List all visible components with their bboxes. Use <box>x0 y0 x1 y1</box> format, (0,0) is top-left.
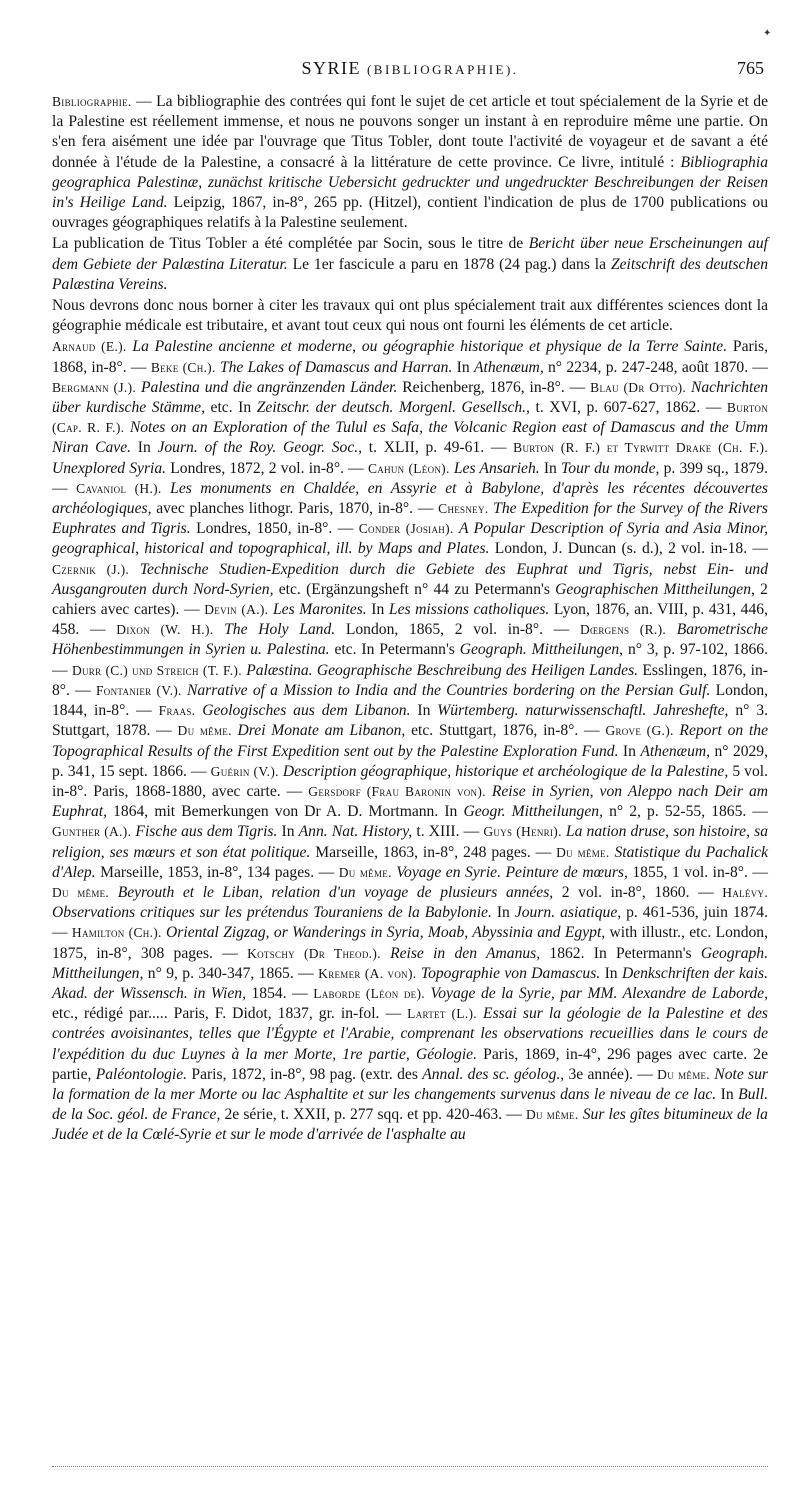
title-italic: La nation druse, son histoire, sa religion, ses mœurs et son état politique. <box>52 823 768 861</box>
title-italic: Paléontologie. <box>95 1065 188 1083</box>
body-text <box>52 92 768 1146</box>
text-run: 5 vol. in-8°. Paris, 1868-1880, avec carte. — <box>52 762 768 800</box>
text-run: In <box>410 702 438 720</box>
author-name: Hamilton (Ch.). <box>71 925 162 941</box>
title-italic: Voyage de la Syrie, par MM. Alexandre de Laborde, <box>430 984 768 1002</box>
title-italic: Bericht über neue Erscheinungen auf dem Gebiete der Palæstina Literatur. <box>52 235 768 273</box>
author-name: Du même. <box>657 1066 710 1082</box>
title-italic: Report on the Topographical Results of the First Expedition sent out by the Palestine Exploration Fund. <box>52 722 768 760</box>
author-name: Burton (Cap. R. F.). <box>52 400 769 436</box>
title-italic: Statistique du Pachalick d'Alep. <box>52 843 769 881</box>
text-run: 2 vol. in-8°, 1860. — <box>553 883 723 901</box>
author-name: Czernik (J.). <box>52 561 130 577</box>
text-run: etc. Stuttgart, 1876, in-8°. — <box>405 722 606 740</box>
author-name: Kremer (A. von). <box>318 965 417 981</box>
text-run: Le 1er fascicule a paru en 1878 (24 pag.) dans la <box>287 255 611 273</box>
title-italic: Drei Monate am Libanon, <box>237 722 406 740</box>
text-run: etc. In Petermann's <box>329 641 460 659</box>
author-name: Du même. <box>556 844 610 860</box>
title-italic: Tour du monde, <box>561 459 660 477</box>
title-italic: Les Ansarieh. <box>453 459 540 477</box>
text-run: Nous devrons donc nous borner à citer les travaux qui ont plus spécialement trait aux différentes sciences dont la géographie médicale est tributaire, et avant tout ceux qui nous ont fourni les éléments de cet article. <box>52 297 768 335</box>
author-name: Durr (C.) und Streich (T. F.). <box>71 662 242 678</box>
text-run: 2 cahiers avec cartes). — <box>52 580 768 619</box>
text-run: n° 3. Stuttgart, 1878. — <box>52 702 768 740</box>
author-name: Du même. <box>177 723 232 739</box>
title-italic: Essai sur la géologie de la Palestine et des contrées avoisinantes, telles que l'Égypte et l'Arabie, comprenant les observations recueillies dans le cours de l'expédition du duc Luynes à la mer Morte, 1re partie, Géologie. <box>52 1005 768 1063</box>
page-header <box>50 58 770 84</box>
text-run: n° 9, p. 340-347, 1865. — <box>143 964 319 982</box>
title-italic: Unexplored Syria. <box>52 459 167 477</box>
text-run: — La bibliographie des contrées qui font le sujet de cet article et tout spécialement de la Syrie et de la Palestine est réellement immense, et nous ne pouvons songer un instant à en reproduire même une partie. On s'en fera aisément une idée par l'ouvrage que Titus Tobler, dont toute l'activité de voyageur et de savant a été donnée à l'étude de la Palestine, a consacré à la littérature de cette province. Ce livre, intitulé : <box>52 93 768 171</box>
title-italic: Journ. asiatique, <box>514 904 622 922</box>
title-italic: Nachrichten über kurdische Stämme, <box>52 378 769 417</box>
author-name: Conder (Josiah). <box>358 521 454 537</box>
text-run: In <box>491 904 515 922</box>
text-run: Esslingen, 1876, in-8°. — <box>52 661 768 699</box>
title-italic: A Popular Description of Syria and Asia Minor, geographical, historical and topographical, ill. by Maps and Plates. <box>52 520 768 558</box>
title-italic: Zeitschrift des deutschen Palæstina Vereins. <box>52 255 768 293</box>
text-run: In <box>131 439 158 457</box>
text-run: 3e année). — <box>564 1065 658 1083</box>
author-name: Halévy. <box>722 884 768 900</box>
text-run: t. XVI, p. 607-627, 1862. — <box>529 399 727 417</box>
text-run: In <box>539 459 562 477</box>
text-run: Paris, 1868, in-8°. — <box>52 338 768 376</box>
title-italic: The Lakes of Damascus and Harran. <box>219 358 453 376</box>
running-head-subtitle: (BIBLIOGRAPHIE). <box>366 62 519 77</box>
text-run: avec planches lithogr. Paris, 1870, in-8°. — <box>151 500 439 518</box>
author-name: Devin (A.). <box>204 602 269 618</box>
author-name: Du même. <box>52 884 110 900</box>
title-italic: Voyage en Syrie. Peinture de mœurs, <box>396 863 628 881</box>
text-run: etc. In <box>205 399 257 417</box>
title-italic: Ann. Nat. History, <box>298 823 413 841</box>
text-run: Lyon, 1876, an. VIII, p. 431, 446, 458. — <box>52 601 768 639</box>
text-run: Reichenberg, 1876, in-8°. — <box>397 378 591 396</box>
author-name: Grove (G.). <box>605 723 674 739</box>
text-run: In <box>277 823 299 841</box>
text-run <box>381 945 390 962</box>
author-name: Fontanier (V.). <box>95 682 182 698</box>
text-run: In <box>600 964 622 982</box>
text-run <box>129 561 140 578</box>
text-run <box>109 884 118 901</box>
page-number: 765 <box>737 58 764 78</box>
title-italic: Reise in Syrien, von Aleppo nach Deir am Euphrat, <box>52 782 769 821</box>
title-italic: Geograph. Mittheilungen, <box>52 944 768 982</box>
text-run: t. XIII. — <box>412 823 484 841</box>
title-italic: Palæstina. Geographische Beschreibung des Heiligen Landes. <box>246 661 639 679</box>
author-name: Dixon (W. H.). <box>116 622 214 638</box>
author-name: Lartet (L.). <box>407 1006 477 1022</box>
paragraph-intro <box>52 92 768 233</box>
title-italic: Les Maronites. <box>272 601 367 619</box>
title-italic: Fische aus dem Tigris. <box>135 823 278 841</box>
title-italic: Reise in den Amanus, <box>390 944 541 962</box>
title-italic: Les monuments en Chaldée, en Assyrie et à Babylone, d'après les récentes découvertes archéologiques, <box>52 479 768 518</box>
text-run: n° 2029, p. 341, 15 sept. 1866. — <box>52 742 768 780</box>
title-italic: Geologisches aus dem Libanon. <box>202 702 411 720</box>
text-run <box>162 480 171 497</box>
text-run: 1854. — <box>245 984 314 1002</box>
paragraph-bibliography-list <box>52 337 768 1145</box>
text-run: In <box>716 1085 739 1103</box>
text-run: In <box>618 742 641 760</box>
author-name: Kotschy (Dr Theod.). <box>247 945 381 961</box>
text-run: 1862. In Petermann's <box>540 944 701 962</box>
author-name: Gersdorf (Frau Baronin von). <box>308 783 486 799</box>
author-name: Arnaud (E.). <box>52 339 127 355</box>
author-name: Cahun (Léon). <box>367 460 450 476</box>
title-italic: Beyrouth et le Liban, relation d'un voyage de plusieurs années, <box>117 883 554 901</box>
text-run: Leipzig, 1867, in-8°, 265 pp. (Hitzel), contient l'indication de plus de 1700 publications ou ouvrages géographiques relatifs à la Palestine seulement. <box>52 194 768 232</box>
author-name: Chesney. <box>438 501 489 517</box>
author-name: Cavaniol (H.). <box>76 480 162 496</box>
title-italic: Zeitschr. der deutsch. Morgenl. Gesellsch., <box>256 399 530 417</box>
text-run: In <box>452 358 474 376</box>
title-italic: Bibliographia geographica Palestinæ, zunächst kritische Uebersicht gedruckter und ungedruckter Beschreibungen der Reisen in's Heilige Land. <box>52 153 768 212</box>
title-italic: Barometrische Höhenbestimmungen in Syrien u. Palestina. <box>52 621 768 659</box>
text-run: n° 3, p. 97-102, 1866. — <box>52 641 768 679</box>
title-italic: Sur les gîtes bitumineux de la Judée et de la Cœlé-Syrie et sur le mode d'arrivée de l'asphalte au <box>52 1106 768 1144</box>
title-italic: Annal. des sc. géolog., <box>422 1065 565 1083</box>
text-run: 1864, mit Bemerkungen von Dr A. D. Mortmann. In <box>107 803 464 821</box>
text-run: Londres, 1850, in-8°. — <box>190 520 359 538</box>
text-run: La publication de Titus Tobler a été complétée par Socin, sous le titre de <box>52 235 529 253</box>
running-head-title: SYRIE <box>301 58 361 78</box>
title-italic: Note sur la formation de la mer Morte ou lac Asphaltite et sur les changements survenus dans le niveau de ce lac. <box>52 1065 768 1103</box>
text-run <box>666 621 677 638</box>
text-run: n° 2234, p. 247-248, août 1870. — <box>543 358 768 376</box>
title-italic: Athenæum, <box>473 358 544 376</box>
title-italic: Palestina und die angränzenden Länder. <box>140 378 398 396</box>
author-name: Laborde (Léon de). <box>313 985 425 1001</box>
text-run: t. XLII, p. 49-61. — <box>362 439 514 457</box>
text-run: p. 461-536, juin 1874. — <box>52 904 768 942</box>
author-name: Beke (Ch.). <box>150 359 216 375</box>
author-name: Bergmann (J.). <box>52 379 137 395</box>
text-run: London, 1865, 2 vol. in-8°. — <box>335 621 580 639</box>
author-name: Blau (Dr Otto). <box>590 379 687 395</box>
bottom-rule <box>52 1466 768 1467</box>
paragraph-scope <box>52 296 768 336</box>
text-run: etc. (Ergänzungsheft n° 44 zu Petermann's <box>273 580 556 598</box>
title-italic: Notes on an Exploration of the Tulul es Safa, the Volcanic Region east of Damascus and the Umm Niran Cave. <box>52 419 768 457</box>
title-italic: The Holy Land. <box>224 621 336 639</box>
corner-mark: ✦ <box>763 28 772 39</box>
text-run: n° 2, p. 52-55, 1865. — <box>602 803 768 821</box>
text-run: Paris, 1869, in-4°, 296 pages avec carte. 2e partie, <box>52 1045 769 1083</box>
title-italic: Bull. de la Soc. géol. de France, <box>52 1085 768 1124</box>
author-name: Du même. <box>338 864 392 880</box>
title-italic: Journ. of the Roy. Geogr. Soc., <box>157 439 363 457</box>
text-run: with illustr., etc. London, 1875, in-8°, 308 pages. — <box>52 924 768 962</box>
title-italic: Les missions catholiques. <box>388 601 550 619</box>
text-run: Paris, 1872, in-8°, 98 pag. (extr. des <box>187 1065 423 1083</box>
text-run <box>213 621 224 638</box>
title-italic: Observations critiques sur les prétendus Touraniens de la Babylonie. <box>52 904 492 922</box>
title-italic: Technische Studien-Expedition durch die Gebiete des Euphrat und Tigris, nebst Ein- und Ausgangrouten durch Nord-Syrien, <box>52 560 768 598</box>
title-italic: Geograph. Mittheilungen, <box>459 641 624 659</box>
text-run: 1855, 1 vol. in-8°. — <box>627 863 768 881</box>
text-run: Marseille, 1863, in-8°, 248 pages. — <box>310 843 557 861</box>
author-name: Guérin (V.). <box>210 763 279 779</box>
author-name: Dœrgens (R.). <box>579 622 667 638</box>
title-italic: Würtemberg. naturwissenschaftl. Jahreshefte, <box>437 702 729 720</box>
paragraph-socin <box>52 234 768 295</box>
text-run: In <box>366 601 389 619</box>
text-run: Londres, 1872, 2 vol. in-8°. — <box>166 459 368 477</box>
author-name: Gunther (A.). <box>52 824 132 840</box>
title-italic: Athenæum, <box>640 742 711 760</box>
text-run: etc., rédigé par..... Paris, F. Didot, 1837, gr. in-fol. — <box>52 1005 408 1023</box>
author-name: Guys (Henri). <box>483 824 562 840</box>
title-italic: Denkschriften der kais. Akad. der Wissensch. in Wien, <box>52 964 769 1002</box>
text-run: 2e série, t. XXII, p. 277 sqq. et pp. 420-463. — <box>220 1106 526 1124</box>
running-head <box>50 58 770 79</box>
title-italic: Description géographique, historique et archéologique de la Palestine, <box>282 762 729 780</box>
author-name: Bibliographie. <box>52 94 132 109</box>
title-italic: Narrative of a Mission to India and the Countries bordering on the Persian Gulf. <box>186 681 711 699</box>
title-italic: Topographie von Damascus. <box>420 964 601 982</box>
title-italic: Oriental Zigzag, or Wanderings in Syria, Moab, Abyssinia and Egypt, <box>166 924 606 942</box>
text-run: p. 399 sq., 1879. — <box>52 459 769 497</box>
title-italic: The Expedition for the Survey of the Rivers Euphrates and Tigris. <box>52 500 768 538</box>
author-name: Du même. <box>525 1107 579 1123</box>
text-run: Marseille, 1853, in-8°, 134 pages. — <box>95 863 339 881</box>
author-name: Burton (R. F.) et Tyrwitt Drake (Ch. F.). <box>513 440 769 456</box>
text-run: London, 1844, in-8°. — <box>52 681 769 720</box>
title-italic: La Palestine ancienne et moderne, ou géographie historique et physique de la Terre Sainte. <box>132 338 728 356</box>
text-run: London, J. Duncan (s. d.), 2 vol. in-18. — <box>489 540 769 558</box>
author-name: Fraas. <box>158 703 196 719</box>
title-italic: Geogr. Mittheilungen, <box>463 803 603 821</box>
title-italic: Geographischen Mittheilungen, <box>555 580 755 598</box>
